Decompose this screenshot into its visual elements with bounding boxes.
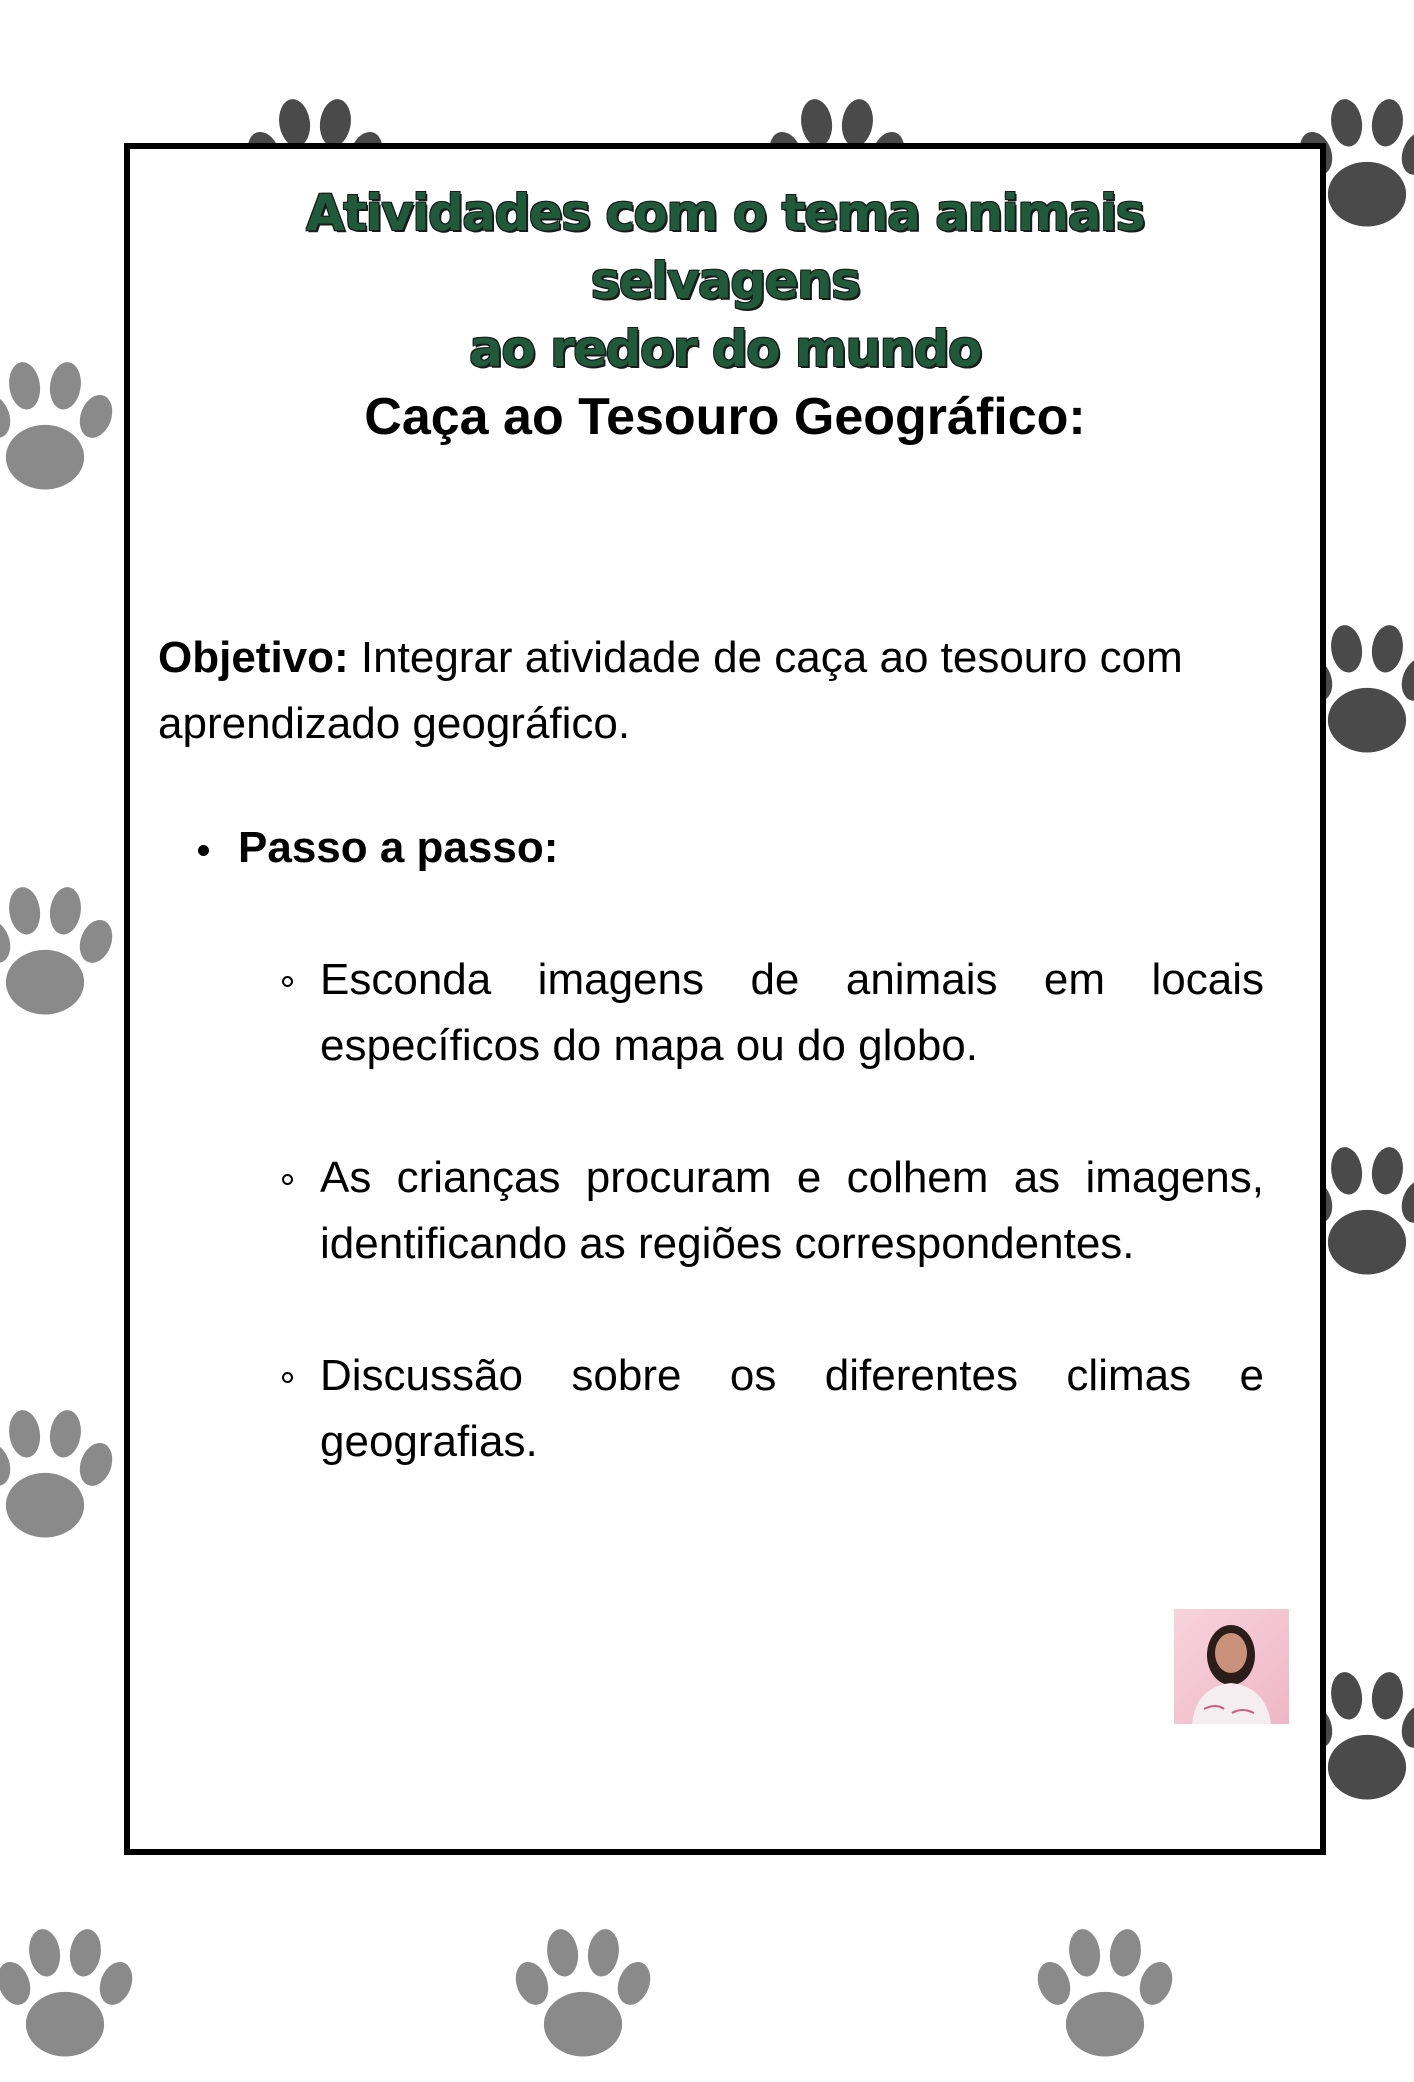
- section-heading: Caça ao Tesouro Geográfico:: [364, 388, 1086, 446]
- page-title-line-2: ao redor do mundo: [469, 320, 981, 378]
- author-avatar-icon: [1174, 1609, 1289, 1724]
- objective-paragraph: [158, 625, 1264, 757]
- steps-heading: Passo a passo:: [158, 815, 1264, 881]
- list-item: As crianças procuram e colhem as imagens, identificando as regiões correspondentes.: [320, 1145, 1264, 1277]
- objective-text: Integrar atividade de caça ao tesouro com aprendizado geográfico.: [158, 633, 1183, 748]
- page-title: [130, 179, 1320, 383]
- paw-print-icon: [0, 870, 130, 1040]
- paw-print-icon: [498, 1912, 668, 2082]
- page-title-line-1: Atividades com o tema animais selvagens: [306, 184, 1144, 310]
- list-item: Esconda imagens de animais em locais específicos do mapa ou do globo.: [320, 947, 1264, 1079]
- paw-print-icon: [0, 1912, 150, 2082]
- paw-print-icon: [0, 1393, 130, 1563]
- paw-print-icon: [0, 345, 130, 515]
- content-frame: [124, 143, 1326, 1855]
- objective-label: Objetivo:: [158, 633, 349, 682]
- steps-list: [158, 815, 1264, 1475]
- paw-print-icon: [1020, 1912, 1190, 2082]
- list-item: Discussão sobre os diferentes climas e geografias.: [320, 1343, 1264, 1475]
